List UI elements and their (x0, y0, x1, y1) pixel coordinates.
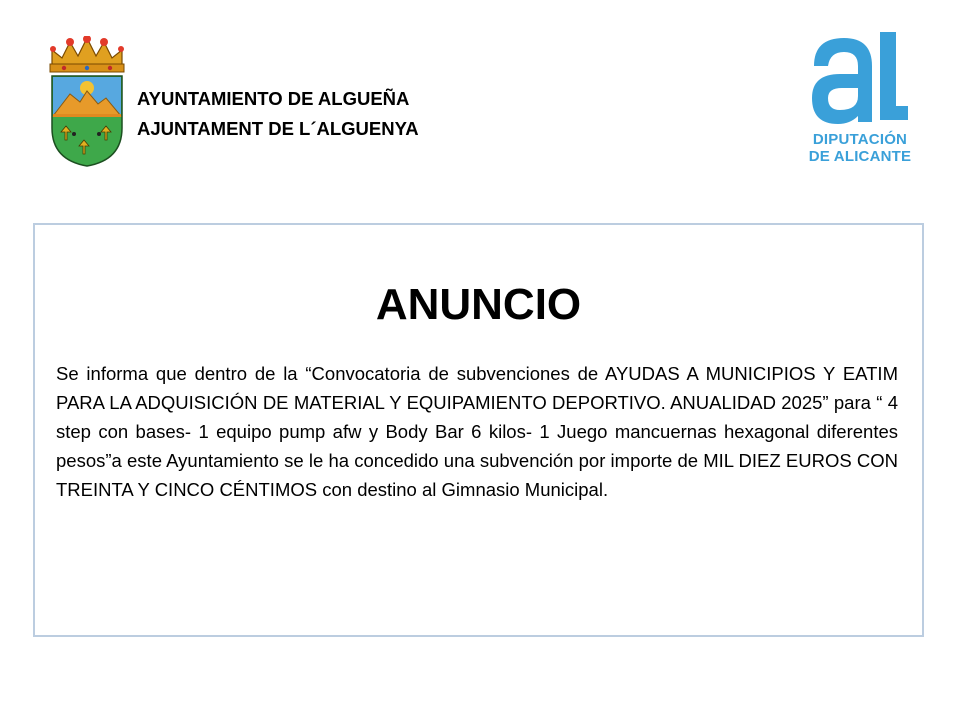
diputacion-label-line2: DE ALICANTE (808, 148, 912, 165)
announcement-body: Se informa que dentro de la “Convocatoria de subvenciones de AYUDAS A MUNICIPIOS Y EATIM PARA LA ADQUISICIÓN DE MATERIAL Y EQUIPAMIENTO DEPORTIVO. ANUALIDAD 2025” para “ 4 step con bases- 1 equipo pump afw y Body Bar 6 kilos- 1 Juego mancuernas hexagonal diferentes pesos”a este Ayuntamiento se le ha concedido una subvención por importe de MIL DIEZ EUROS CON TREINTA Y CINCO CÉNTIMOS con destino al Gimnasio Municipal. (56, 363, 898, 500)
page-header (0, 0, 960, 200)
announcement-box (33, 223, 924, 637)
crown-icon (50, 36, 124, 72)
diputacion-alicante-logo (800, 28, 920, 168)
diputacion-label-line1: DIPUTACIÓN (812, 131, 908, 148)
org-name-valencian: AJUNTAMENT DE L´ALGUENYA (137, 118, 419, 139)
algueña-coat-of-arms-icon (44, 36, 130, 168)
organization-names (137, 84, 419, 144)
announcement-title: ANUNCIO (375, 280, 582, 329)
diputacion-alicante-logo-icon (800, 28, 920, 128)
org-name-spanish: AYUNTAMIENTO DE ALGUEÑA (137, 88, 410, 109)
